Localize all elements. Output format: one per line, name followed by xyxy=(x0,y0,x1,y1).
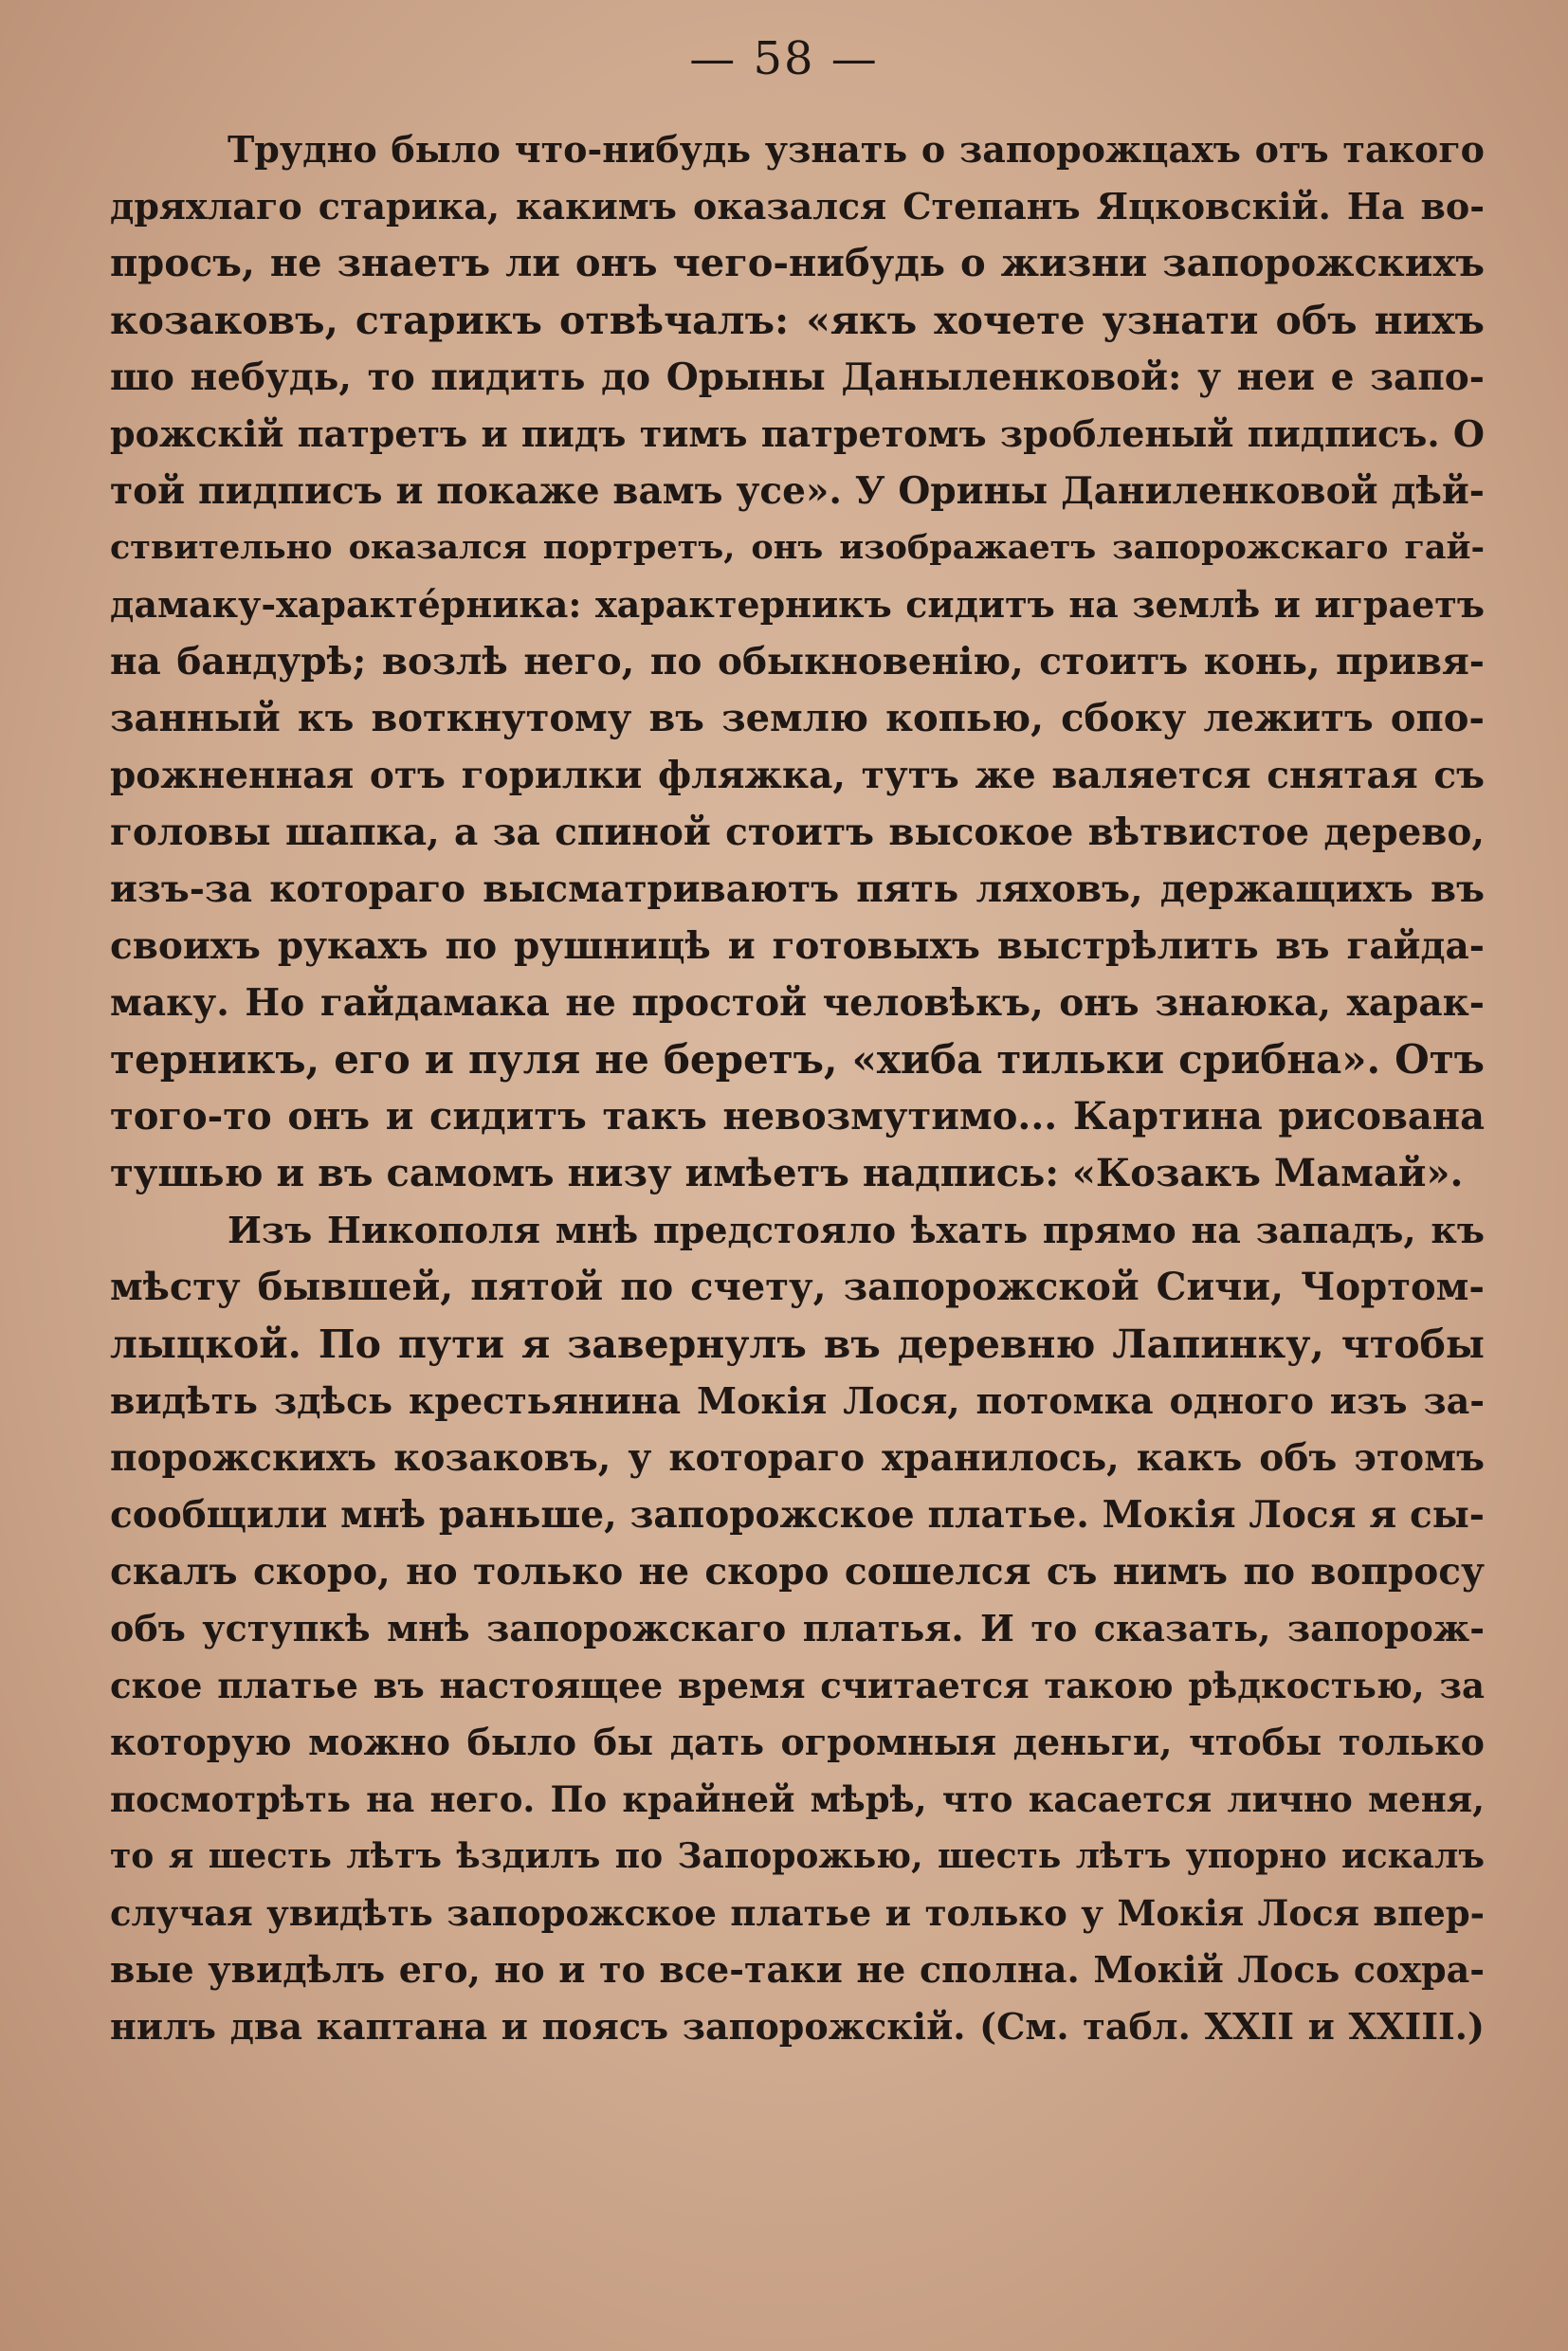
text-line: Трудно было что-нибудь узнать о запорожцахъ отъ такого xyxy=(228,128,1485,171)
body-text xyxy=(110,121,1485,2055)
text-line: того-то онъ и сидитъ такъ невозмутимо... Картина рисована xyxy=(110,1094,1485,1139)
text-line: сообщили мнѣ раньше, запорожское платье. Мокія Лося я сы- xyxy=(110,1493,1485,1537)
text-line: рожненная отъ горилки фляжка, тутъ же валяется снятая съ xyxy=(110,754,1485,797)
page-number: — 58 — xyxy=(689,32,879,85)
text-line: посмотрѣть на него. По крайней мѣрѣ, что касается лично меня, xyxy=(110,1778,1485,1820)
text-line: объ уступкѣ мнѣ запорожскаго платья. И то сказать, запорож- xyxy=(110,1607,1485,1649)
text-line: рожскій патретъ и пидъ тимъ патретомъ зробленый пидписъ. О xyxy=(110,412,1485,455)
text-line: вые увидѣлъ его, но и то все-таки не сполна. Мокій Лось сохра- xyxy=(110,1948,1485,1991)
text-line: на бандурѣ; возлѣ него, по обыкновенію, стоитъ конь, привя- xyxy=(110,640,1485,683)
text-line: просъ, не знаетъ ли онъ чего-нибудь о жизни запорожскихъ xyxy=(110,241,1485,285)
text-line: занный къ воткнутому въ землю копью, сбоку лежитъ опо- xyxy=(110,696,1485,740)
text-line: своихъ рукахъ по рушницѣ и готовыхъ выстрѣлить въ гайда- xyxy=(110,924,1485,968)
text-line: дамаку-характéрника: характерникъ сидитъ на землѣ и играетъ xyxy=(110,583,1485,626)
text-line: скалъ скоро, но только не скоро сошелся съ нимъ по вопросу xyxy=(110,1550,1485,1594)
text-line: нилъ два каптана и поясъ запорожскій. (См. табл. XXII и XXIII.) xyxy=(110,2005,1485,2048)
text-line: козаковъ, старикъ отвѣчалъ: «якъ хочете узнати объ нихъ xyxy=(110,298,1485,343)
text-line: головы шапка, а за спиной стоитъ высокое вѣтвистое дерево, xyxy=(110,811,1485,854)
text-line: порожскихъ козаковъ, у котораго хранилось, какъ объ этомъ xyxy=(110,1436,1485,1480)
text-line: дряхлаго старика, какимъ оказался Степанъ Яцковскій. На во- xyxy=(110,185,1485,228)
text-line: Изъ Никополя мнѣ предстояло ѣхать прямо на западъ, къ xyxy=(228,1209,1485,1251)
text-line: тушью и въ самомъ низу имѣетъ надпись: «Козакъ Мамай». xyxy=(110,1151,1464,1195)
text-line: шо небудь, то пидить до Орыны Даныленковой: у неи е запо- xyxy=(110,355,1485,399)
text-line: той пидписъ и покаже вамъ усе». У Орины Даниленковой дѣй- xyxy=(110,469,1485,513)
text-line: видѣть здѣсь крестьянина Мокія Лося, потомка одного изъ за- xyxy=(110,1379,1485,1422)
text-line: случая увидѣть запорожское платье и только у Мокія Лося впер- xyxy=(110,1892,1485,1934)
text-line: ствительно оказался портретъ, онъ изображаетъ запорожскаго гай- xyxy=(110,528,1485,567)
text-line: лыцкой. По пути я завернулъ въ деревню Лапинку, чтобы xyxy=(110,1321,1485,1367)
text-line: мѣсту бывшей, пятой по счету, запорожской Сичи, Чортом- xyxy=(110,1265,1485,1309)
text-line: терникъ, его и пуля не беретъ, «хиба тильки срибна». Отъ xyxy=(110,1036,1485,1083)
text-line: маку. Но гайдамака не простой человѣкъ, онъ знаюка, харак- xyxy=(110,981,1485,1025)
text-line: изъ-за котораго высматриваютъ пять ляховъ, держащихъ въ xyxy=(110,867,1485,911)
text-line: ское платье въ настоящее время считается такою рѣдкостью, за xyxy=(110,1665,1485,1706)
text-line: которую можно было бы дать огромныя деньги, чтобы только xyxy=(110,1721,1485,1763)
text-line: то я шесть лѣтъ ѣздилъ по Запорожью, шесть лѣтъ упорно искалъ xyxy=(110,1836,1485,1876)
